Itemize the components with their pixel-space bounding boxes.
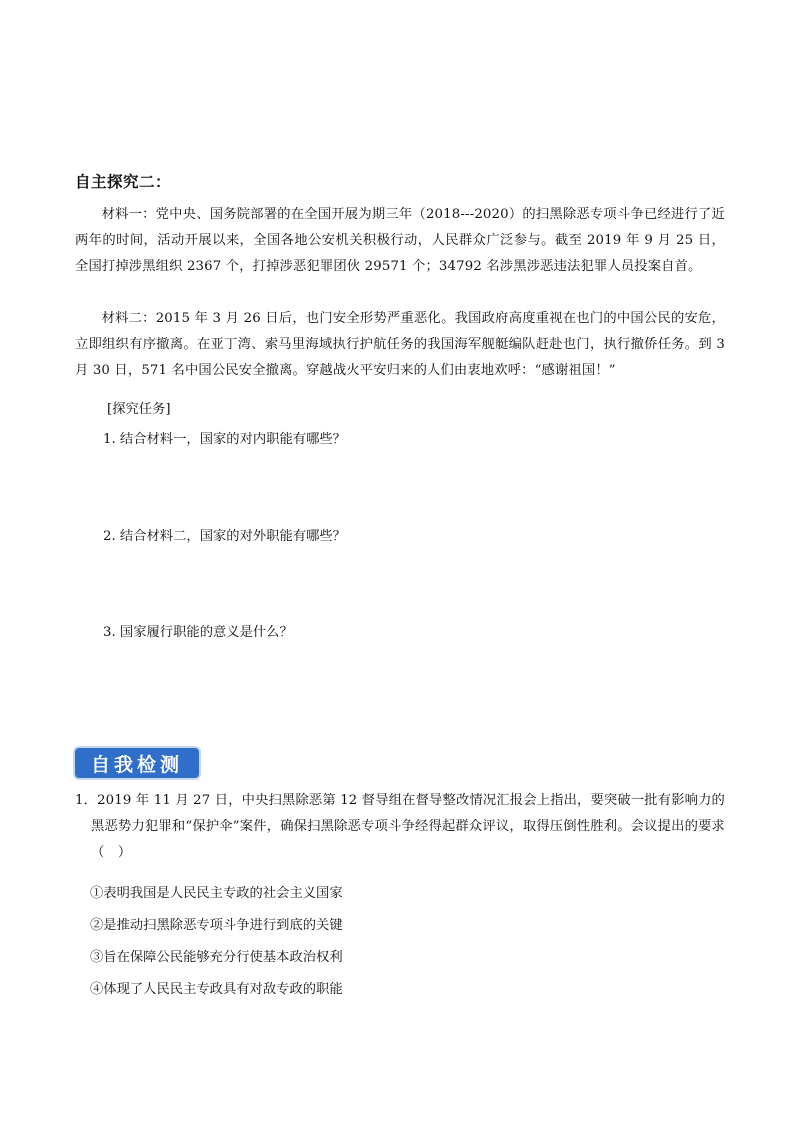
exam-question-1	[75, 788, 725, 866]
question-2: 2. 结合材料二，国家的对外职能有哪些？	[103, 529, 346, 544]
option-4: ④体现了人民民主专政具有对敌专政的职能	[90, 982, 343, 997]
option-2: ②是推动扫黑除恶专项斗争进行到底的关键	[90, 918, 343, 933]
self-test-banner	[75, 748, 199, 778]
answer-options	[90, 884, 343, 1012]
self-test-banner-label: 自我检测	[90, 753, 183, 776]
section-title: 自主探究二：	[75, 173, 172, 191]
exam-question-stem: 1．2019 年 11 月 27 日，中央扫黑除恶第 12 督导组在督导整改情况汇报会上指出，要突破一批有影响力的黑恶势力犯罪和“保护伞”案件，确保扫黑除恶专项斗争经得起群众评议，取得压倒性胜利。会议提出的要求（ ）	[75, 793, 725, 860]
question-3: 3. 国家履行职能的意义是什么？	[103, 625, 293, 640]
option-1: ①表明我国是人民民主专政的社会主义国家	[90, 886, 343, 901]
material-one-paragraph: 材料一：党中央、国务院部署的在全国开展为期三年（2018---2020）的扫黑除恶专项斗争已经进行了近两年的时间，活动开展以来，全国各地公安机关积极行动，人民群众广泛参与。截至 2019 年 9 月 25 日，全国打掉涉黑组织 2367 个，打掉涉恶犯罪团伙 29571 个；34792 名涉黑涉恶违法犯罪人员投案自首。	[75, 207, 725, 274]
task-label: [探究任务]	[107, 402, 171, 417]
question-1: 1. 结合材料一，国家的对内职能有哪些？	[103, 432, 346, 447]
material-two-paragraph: 材料二：2015 年 3 月 26 日后，也门安全形势严重恶化。我国政府高度重视在也门的中国公民的安危，立即组织有序撤离。在亚丁湾、索马里海域执行护航任务的我国海军舰艇编队赶赴也门，执行撤侨任务。到 3 月 30 日，571 名中国公民安全撤离。穿越战火平安归来的人们由衷地欢呼：“感谢祖国！”	[75, 311, 725, 378]
option-3: ③旨在保障公民能够充分行使基本政治权利	[90, 950, 343, 965]
